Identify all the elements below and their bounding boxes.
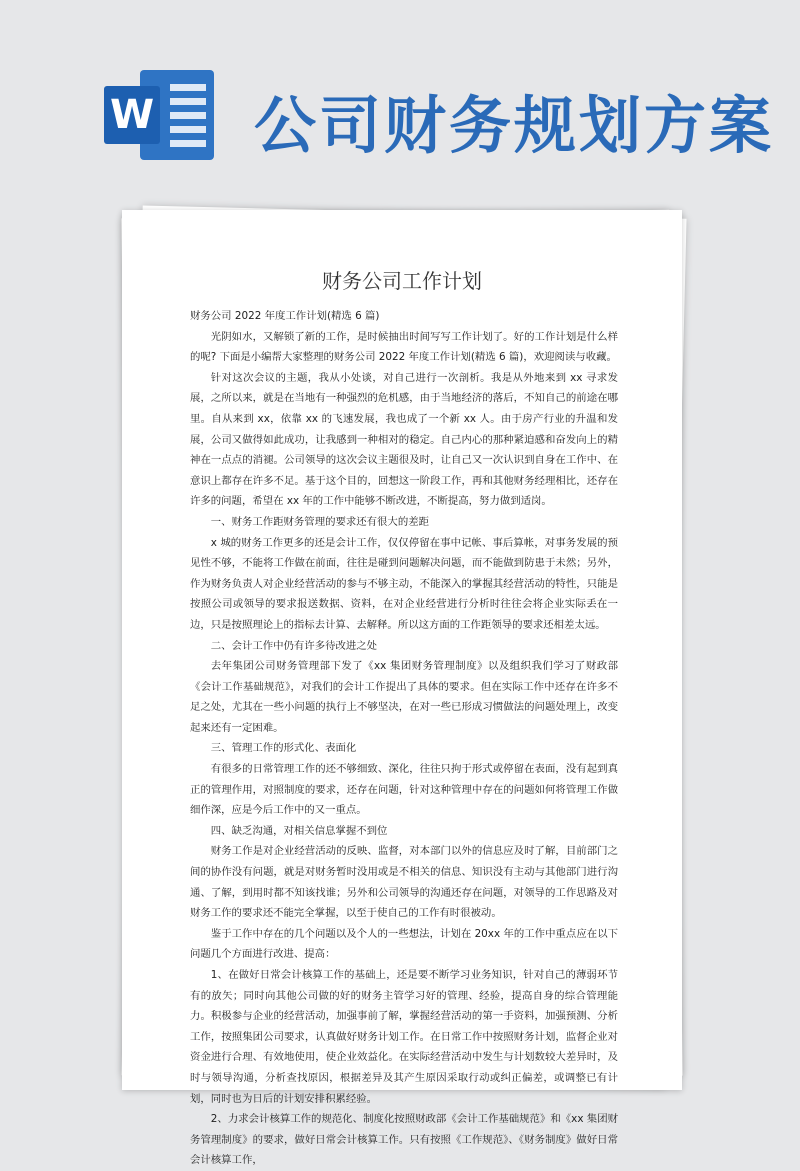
document-paragraph: 针对这次会议的主题，我从小处谈，对自己进行一次剖析。我是从外地来到 xx 寻求发展，之所以来，就是在当地有一种强烈的危机感，由于当地经济的落后，不知自己的前途在哪里。自从来到 xx，依靠 xx 的飞速发展，我也成了一个新 xx 人。由于房产行业的升温和发展，公司又做得如此成功，让我感到一种相对的稳定。自己内心的那种紧迫感和奋发向上的精神在一点点的消褪。公司领导的这次会议主题很及时，让自己又一次认识到自身在工作中、在意识上都存在许多不足。基于这个目的，回想这一阶段工作，再和其他财务经理相比，还存在许多的问题，希望在 xx 年的工作中能够不断改进，不断提高，努力做到适岗。: [190, 371, 618, 508]
document-paragraph: 一、财务工作距财务管理的要求还有很大的差距: [210, 515, 429, 528]
document-paragraph: 二、会计工作中仍有许多待改进之处: [210, 639, 378, 652]
document-title: 财务公司工作计划: [322, 269, 482, 293]
document-paragraph: 财务公司 2022 年度工作计划(精选 6 篇): [190, 310, 380, 322]
document-paragraph: 三、管理工作的形式化、表面化: [210, 742, 357, 755]
document-body: [190, 306, 618, 1171]
document-paragraph: 1、在做好日常会计核算工作的基础上，还是要不断学习业务知识，针对自己的薄弱环节有的放矢；同时向其他公司做的好的财务主管学习好的管理、经验，提高自身的综合管理能力。积极参与企业的经营活动，加强事前了解，掌握经营活动的第一手资料，加强预测、分析工作，按照集团公司要求，认真做好财务计划工作。在日常工作中按照财务计划，监督企业对资金进行合理、有效地使用，使企业效益化。在实际经营活动中发生与计划数较大差异时，及时与领导沟通，分析查找原因，根据差异及其产生原因采取行动或纠正偏差，或调整已有计划，同时也为日后的计划安排积累经验。: [190, 969, 618, 1105]
banner-title: 公司财务规划方案: [254, 89, 775, 162]
word-letter-badge: W: [104, 86, 160, 144]
document-paragraph: 四、缺乏沟通，对相关信息掌握不到位: [210, 824, 388, 837]
word-document-icon: [104, 70, 214, 160]
document-paragraph: 去年集团公司财务管理部下发了《xx 集团财务管理制度》以及组织我们学习了财政部《会计工作基础规范》，对我们的会计工作提出了具体的要求。但在实际工作中还存在许多不足之处，尤其在一些小问题的执行上不够坚决，在对一些已形成习惯做法的问题处理上，改变起来还有一定困难。: [190, 660, 618, 734]
document-paragraph: 光阴如水，又解锁了新的工作，是时候抽出时间写写工作计划了。好的工作计划是什么样的呢? 下面是小编帮大家整理的财务公司 2022 年度工作计划(精选 6 篇)，欢迎阅读与收藏。: [190, 330, 618, 364]
document-page: [122, 210, 682, 1167]
document-paragraph: 2、力求会计核算工作的规范化、制度化按照财政部《会计工作基础规范》和《xx 集团财务管理制度》的要求，做好日常会计核算工作。只有按照《工作规范》、《财务制度》做好日常会计核算工作，: [190, 1113, 618, 1167]
document-paragraph: 财务工作是对企业经营活动的反映、监督，对本部门以外的信息应及时了解，目前部门之间的协作没有问题，就是对财务暂时没用或是不相关的信息、知识没有主动与其他部门进行沟通、了解，到用时都不知该找谁；另外和公司领导的沟通还存在问题，对领导的工作思路及对财务工作的要求还不能完全掌握，以至于使自己的工作有时很被动。: [190, 845, 618, 920]
document-paragraph: 鉴于工作中存在的几个问题以及个人的一些想法，计划在 20xx 年的工作中重点应在以下问题几个方面进行改进、提高：: [190, 927, 618, 961]
header-banner: [0, 0, 800, 200]
document-paragraph: 有很多的日常管理工作的还不够细致、深化，往往只拘于形式或停留在表面，没有起到真正的管理作用，对照制度的要求，还存在问题，针对这种管理中存在的问题如何将管理工作做细作深，应是今后工作中的又一重点。: [190, 763, 618, 817]
document-paragraph: x 城的财务工作更多的还是会计工作，仅仅停留在事中记帐、事后算帐，对事务发展的预见性不够，不能将工作做在前面，往往是碰到问题解决问题，而不能做到防患于未然；另外，作为财务负责人对企业经营活动的参与不够主动，不能深入的掌握其经营活动的特性，只能是按照公司或领导的要求报送数据、资料，在对企业经营进行分析时往往会将企业实际丢在一边，只是按照理论上的指标去计算、去解释。所以这方面的工作距领导的要求还相差太远。: [190, 536, 618, 631]
